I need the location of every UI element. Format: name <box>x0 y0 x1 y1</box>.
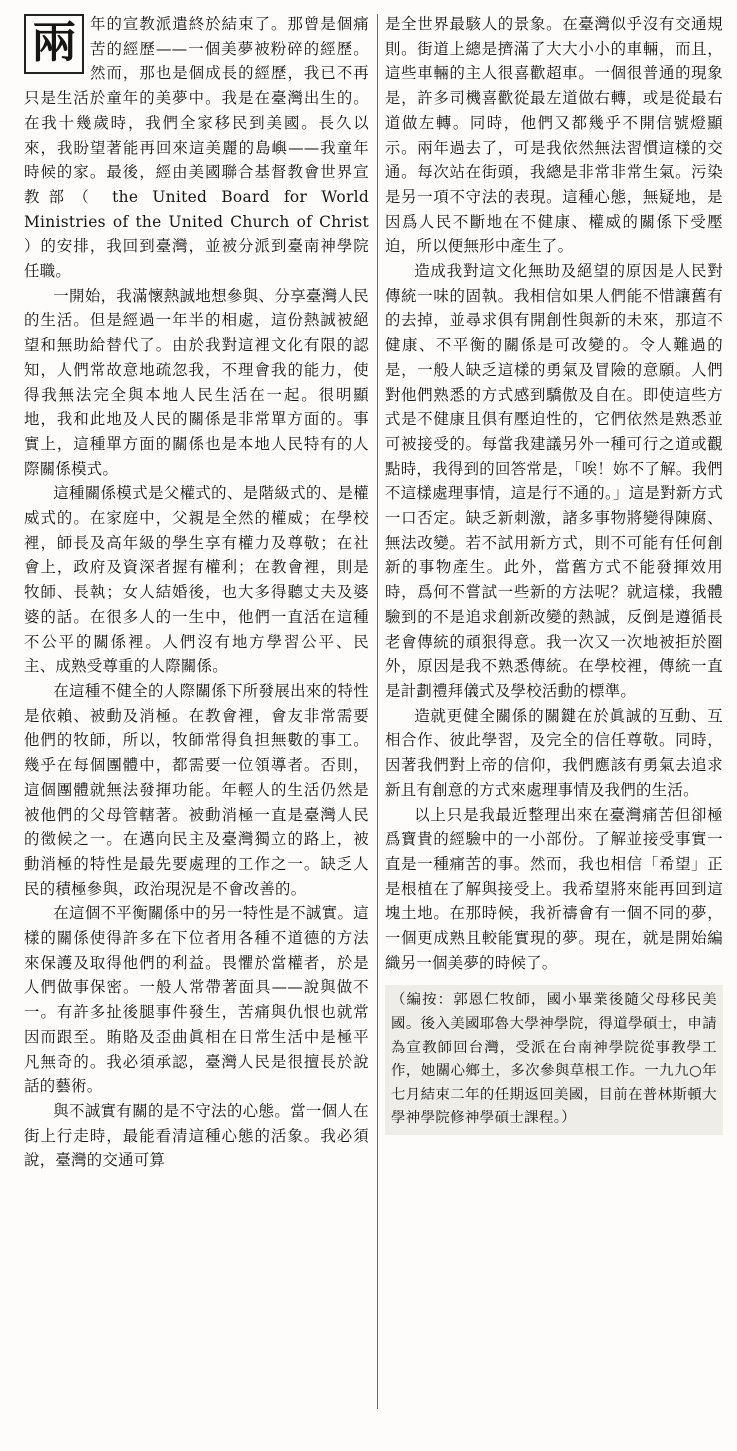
paragraph-1: 年的宣教派遣終於結束了。那曾是個痛苦的經歷——一個美夢被粉碎的經歷。然而，那也是個成長的經歷，我已不再只是生活於童年的美夢中。我是在臺灣出生的。在我十幾歲時，我們全家移民到美國。長久以來，我盼望著能再回來這美麗的島嶼——我童年時候的家。最後，經由美國聯合基督教會世界宣教部（ the United Board for World Ministries of the United Church of Christ ）的安排，我回到臺灣，並被分派到臺南神學院任職。 <box>24 15 369 281</box>
column-divider <box>377 14 378 1409</box>
paragraph-4: 在這種不健全的人際關係下所發展出來的特性是依賴、被動及消極。在教會裡，會友非常需要他們的牧師，所以，牧師常得負担無數的事工。幾乎在每個團體中，都需要一位領導者。否則，這個團體就無法發揮功能。年輕人的生活仍然是被他們的父母管轄著。被動消極一直是臺灣人民的徵候之一。在邁向民主及臺灣獨立的路上，被動消極的特性是最先要處理的工作之一。缺乏人民的積極參與，政治現況是不會改善的。 <box>24 681 369 898</box>
editor-note: （編按：郭恩仁牧師，國小畢業後隨父母移民美國。後入美國耶魯大學神學院，得道學碩士，申請為宣教師回台灣，受派在台南神學院從事教學工作，她關心鄉土，多次參與草根工作。一九九○年七月結束二年的任期返回美國，目前在普林斯頓大學神學院修神學碩士課程。） <box>385 985 723 1135</box>
paragraph-8: 造成我對這文化無助及絕望的原因是人民對傳統一味的固執。我相信如果人們能不惜讓舊有的去掉，並尋求俱有開創性與新的未來，那這不健康、不平衡的關係是可改變的。令人難過的是，一般人缺乏這樣的勇氣及冒險的意願。人們對他們熟悉的方式感到驕傲及自在。即使這些方式是不健康且俱有壓迫性的，它們依然是熟悉並可被接受的。每當我建議另外一種可行之道或觀點時，我得到的回答常是，「唉！妳不了解。我們不這樣處理事情，這是行不通的。」這是對新方式一口否定。缺乏新刺激，諸多事物將變得陳腐、無法改變。若不試用新方式，則不可能有任何創新的事物產生。此外，當舊方式不能發揮效用時，爲何不嘗試一些新的方法呢？就這樣，我體驗到的不是追求創新改變的熱誠，反倒是遵循長老會傳統的頑狠得意。我一次又一次地被拒於圈外，原因是我不熟悉傳統。在學校裡，傳統一直是計劃禮拜儀式及學校活動的標準。 <box>385 262 723 700</box>
paragraph-7: 是全世界最駭人的景象。在臺灣似乎沒有交通規則。街道上總是擠滿了大大小小的車輛，而且，這些車輛的主人很喜歡超車。一個很普通的現象是，許多司機喜歡從最左道做右轉，或是從最右道做左轉。同時，他們又都幾乎不開信號燈顯示。兩年過去了，可是我依然無法習慣這樣的交通。每次站在街頭，我總是非常非常生氣。污染是另一項不守法的表現。這種心態，無疑地，是因爲人民不斷地在不健康、權威的關係下受壓迫，所以便無形中產生了。 <box>385 15 723 256</box>
paragraph-2: 一開始，我滿懷熱誠地想參與、分享臺灣人民的生活。但是經過一年半的相處，這份熱誠被絕望和無助給替代了。由於我對這裡文化有限的認知，人們常故意地疏忽我，不理會我的能力，使得我無法完全與本地人民生活在一起。很明顯地，我和此地及人民的關係是非常單方面的。事實上，這種單方面的關係也是本地人民特有的人際關係模式。 <box>24 286 369 478</box>
paragraph-9: 造就更健全關係的關鍵在於眞誠的互動、互相合作、彼此學習，及完全的信任尊敬。同時，因著我們對上帝的信仰，我們應該有勇氣去追求新且有創意的方式來處理事情及我們的生活。 <box>385 706 723 799</box>
drop-cap: 兩 <box>24 14 84 74</box>
paragraph-10: 以上只是我最近整理出來在臺灣痛苦但卻極爲寶貴的經驗中的一小部份。了解並接受事實一直是一種痛苦的事。然而，我也相信「希望」正是根植在了解與接受上。我希望將來能再回到這塊土地。在那時候，我祈禱會有一個不同的夢，一個更成熟且較能實現的夢。現在，就是開始編織另一個美夢的時候了。 <box>385 805 723 972</box>
paragraph-6: 與不誠實有關的是不守法的心態。當一個人在街上行走時，最能看清這種心態的活象。我必須說，臺灣的交通可算 <box>24 1101 369 1170</box>
right-column <box>385 12 723 1135</box>
paragraph-3: 這種關係模式是父權式的、是階級式的、是權威式的。在家庭中，父親是全然的權威；在學校裡，師長及高年級的學生享有權力及尊敬；在社會上，政府及資深者握有權利；在教會裡，則是牧師、長執；女人結婚後，也大多得聽丈夫及婆婆的話。在很多人的一生中，他們一直活在這種不公平的關係裡。人們沒有地方學習公平、民主、成熟受尊重的人際關係。 <box>24 484 369 676</box>
paragraph-5: 在這個不平衡關係中的另一特性是不誠實。這樣的關係使得許多在下位者用各種不道德的方法來保護及取得他們的利益。畏懼於當權者，於是人們做事保密。一般人常帶著面具——說與做不一。有許多扯後腿事件發生，苦痛與仇恨也就常因而跟至。賄賂及歪曲眞相在日常生活中是極平凡無奇的。我必須承認，臺灣人民是很擅長於說話的藝術。 <box>24 904 369 1096</box>
left-column <box>24 12 369 1173</box>
